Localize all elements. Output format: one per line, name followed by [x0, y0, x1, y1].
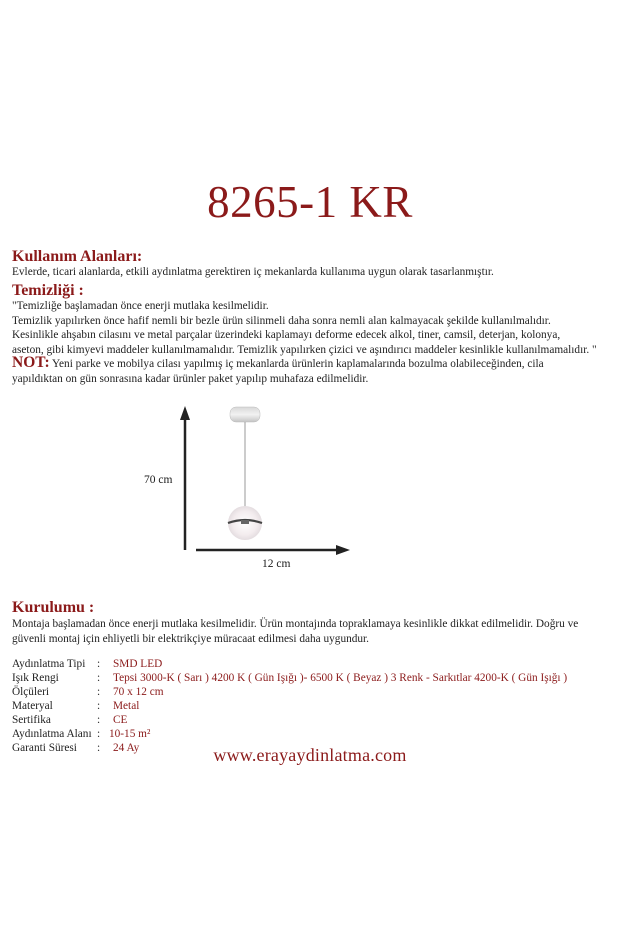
spec-value: Metal: [113, 700, 140, 712]
spec-label: Ölçüleri: [12, 686, 50, 698]
spec-colon: :: [97, 700, 101, 712]
website-link[interactable]: www.erayaydinlatma.com: [213, 745, 407, 765]
usage-section: [12, 248, 612, 280]
spec-label: Sertifika: [12, 714, 51, 726]
spec-value: 70 x 12 cm: [113, 686, 164, 698]
installation-section: [12, 599, 612, 646]
spec-colon: :: [97, 672, 101, 684]
dimension-diagram: [140, 400, 370, 580]
spec-value: CE: [113, 714, 128, 726]
spec-label: Materyal: [12, 700, 53, 712]
spec-row-dimensions: [12, 685, 612, 699]
specs-table: [12, 657, 612, 755]
spec-row-lighting-area: [12, 727, 612, 741]
installation-heading: Kurulumu :: [12, 599, 95, 616]
width-dimension-label: 12 cm: [262, 558, 291, 570]
spec-row-light-color: [12, 671, 612, 685]
cleaning-line: "Temizliğe başlamadan önce enerji mutlaka kesilmelidir.: [12, 300, 269, 312]
height-dimension-label: 70 cm: [144, 474, 173, 486]
spec-label: Aydınlatma Tipi: [12, 658, 86, 670]
spec-colon: :: [97, 714, 101, 726]
spec-colon: :: [97, 658, 101, 670]
spec-label: Garanti Süresi: [12, 742, 77, 754]
spec-value: 24 Ay: [113, 742, 140, 754]
spec-row-certificate: [12, 713, 612, 727]
usage-heading: Kullanım Alanları:: [12, 248, 143, 265]
spec-colon: :: [97, 742, 101, 754]
cleaning-line: aseton, gibi kimyevi maddeler kullanılmamalıdır. Temizlik yapılırken çizici ve aşındırıcı maddeler kesinlikle kullanılmamalıdır. ": [12, 343, 597, 356]
pendant-lamp-icon: [140, 400, 370, 580]
spec-label: Aydınlatma Alanı: [12, 728, 92, 740]
spec-colon: :: [97, 686, 101, 698]
note-text-line1: Yeni parke ve mobilya cilası yapılmış iç mekanlarda ürünlerin kaplamalarında bozulma olabileceğinden, cila: [52, 358, 544, 370]
spec-value: Tepsi 3000-K ( Sarı ) 4200 K ( Gün Işığı )- 6500 K ( Beyaz ) 3 Renk - Sarkıtlar 4200-K ( Gün Işığı ): [113, 672, 568, 684]
installation-line1: Montaja başlamadan önce enerji mutlaka kesilmelidir. Ürün montajında topraklamaya kesinlikle dikkat edilmelidir. Doğru ve: [12, 618, 579, 630]
spec-label: Işık Rengi: [12, 672, 59, 684]
cleaning-line: Kesinlikle ahşabın cilasını ve metal parçalar üzerindeki kaplamayı deforme edecek alkol, tiner, camsil, deterjan, kolonya,: [12, 329, 561, 341]
cleaning-line: Temizlik yapılırken önce hafif nemli bir bezle ürün silinmeli daha sonra nemli alan kalmayacak şekilde kullanılmalıdır.: [12, 314, 551, 327]
spec-value: SMD LED: [113, 658, 163, 670]
spec-row-lighting-type: [12, 657, 612, 671]
note-label: NOT:: [12, 354, 50, 371]
installation-line2: güvenli montaj için ehliyetli bir elektrikçiye müracaat edilmesi daha uygundur.: [12, 632, 369, 645]
spec-value: 10-15 m²: [109, 728, 151, 740]
spec-colon: :: [97, 728, 101, 740]
note-text-line2: yapıldıktan on gün sonrasına kadar ürünler paket yapılıp muhafaza edilmelidir.: [12, 372, 369, 385]
usage-text: Evlerde, ticari alanlarda, etkili aydınlatma gerektiren iç mekanlarda kullanıma uygun olarak tasarlanmıştır.: [12, 266, 494, 278]
product-code-title: 8265-1 KR: [207, 177, 413, 227]
spec-row-material: [12, 699, 612, 713]
cleaning-section: [12, 282, 612, 357]
cleaning-heading: Temizliği :: [12, 282, 84, 299]
note-section: [12, 356, 612, 386]
